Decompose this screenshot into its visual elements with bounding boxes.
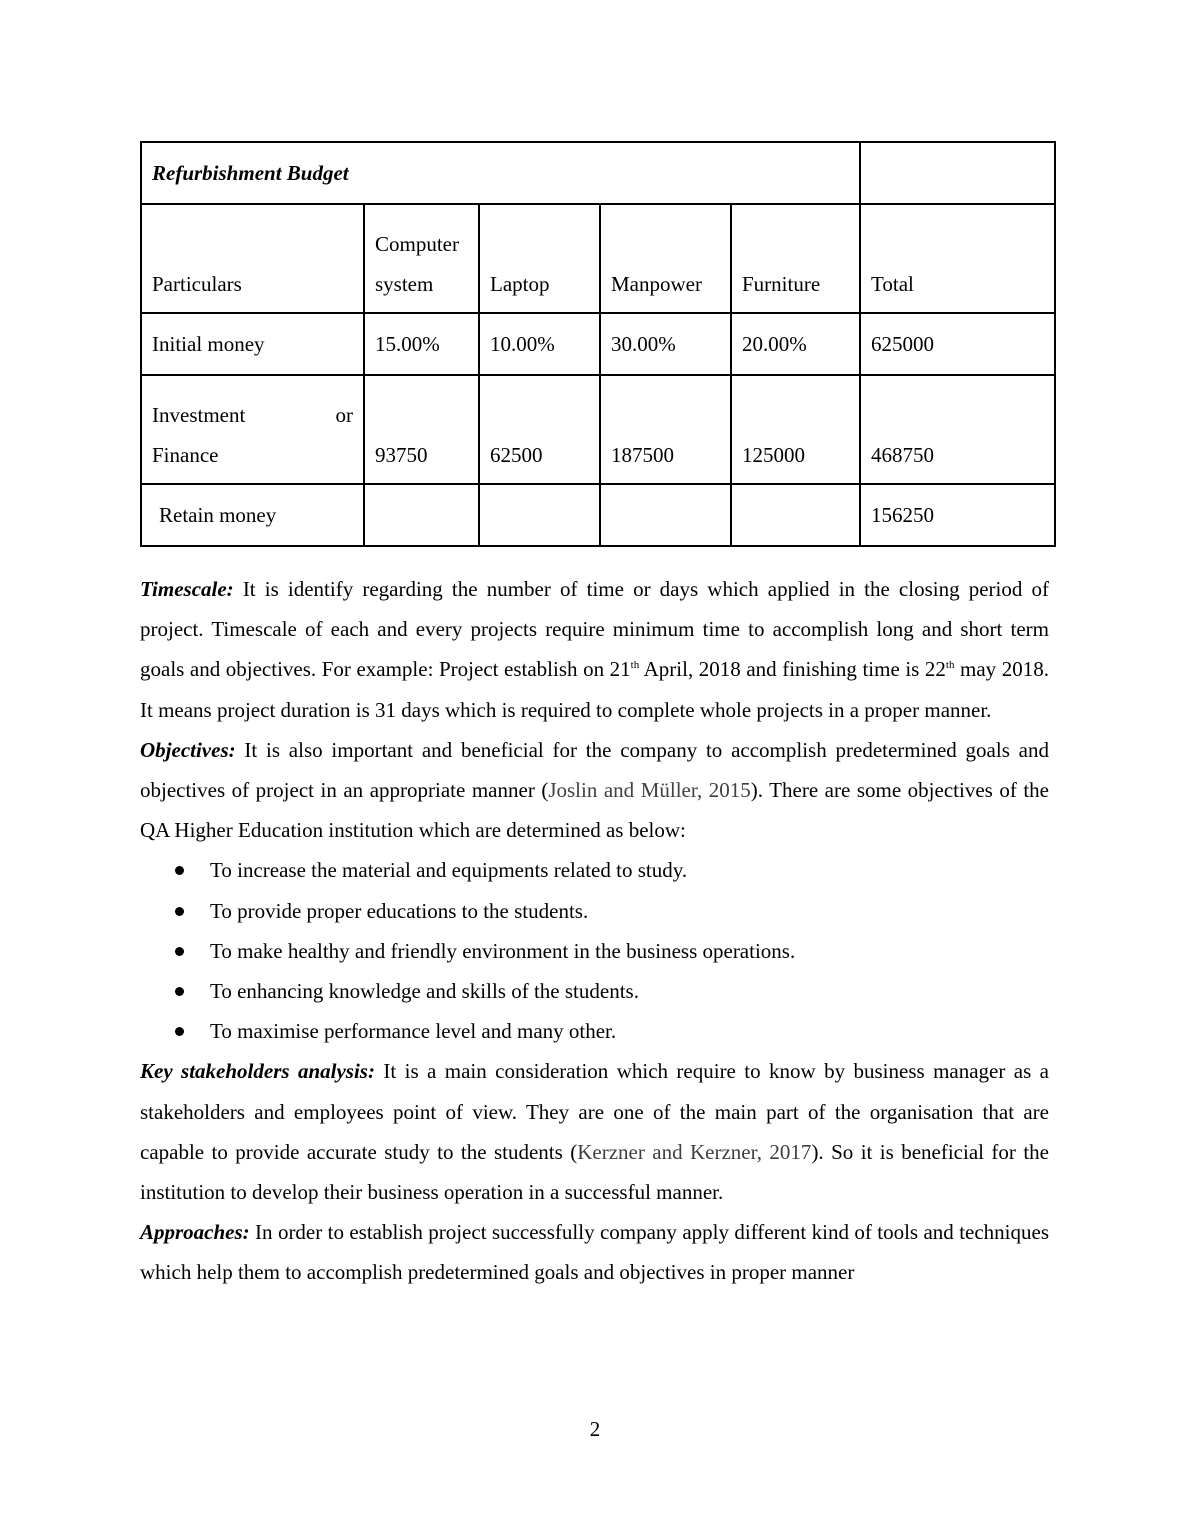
table-title-row bbox=[141, 142, 1055, 204]
bullet-icon bbox=[175, 866, 184, 875]
table-title: Refurbishment Budget bbox=[141, 142, 860, 204]
approaches-paragraph bbox=[140, 1212, 1049, 1292]
page-number: 2 bbox=[589, 1417, 601, 1441]
row-label-line1 bbox=[152, 395, 353, 435]
bullet-icon bbox=[175, 907, 184, 916]
approaches-text-1: In order to establish project successfully company apply different kind of tools and techniques which help them to accomplish predetermined goals and objectives in proper manner bbox=[140, 1220, 1049, 1285]
table-row-investment bbox=[141, 375, 1055, 484]
superscript-th: th bbox=[945, 659, 955, 672]
table-cell-empty bbox=[731, 484, 860, 546]
list-item bbox=[140, 971, 1049, 1011]
approaches-heading: Approaches: bbox=[140, 1220, 250, 1245]
timescale-text-2: April, 2018 and finishing time is 22 bbox=[639, 657, 946, 682]
header-total: Total bbox=[860, 204, 1055, 313]
stakeholders-heading: Key stakeholders analysis: bbox=[140, 1059, 375, 1084]
objectives-paragraph bbox=[140, 730, 1049, 851]
header-particulars: Particulars bbox=[141, 204, 364, 313]
cell-furniture: 20.00% bbox=[731, 313, 860, 375]
header-furniture: Furniture bbox=[731, 204, 860, 313]
cell-computer: 93750 bbox=[364, 375, 479, 484]
table-cell-empty bbox=[600, 484, 731, 546]
timescale-text-3: may 2018. It means project duration is 31 days which is required to complete whole projects in a proper manner. bbox=[140, 657, 1049, 722]
row-label: Initial money bbox=[141, 313, 364, 375]
list-item-text: To make healthy and friendly environment in the business operations. bbox=[210, 938, 796, 963]
list-item-text: To provide proper educations to the students. bbox=[210, 898, 589, 923]
header-computer-line1: Computer bbox=[375, 232, 459, 256]
table-row-initial-money bbox=[141, 313, 1055, 375]
list-item bbox=[140, 931, 1049, 971]
table-cell-empty bbox=[364, 484, 479, 546]
objectives-text-1: It is also important and beneficial for the company to accomplish predetermined goals and objectives of project in an appropriate manner ( bbox=[140, 737, 1049, 803]
list-item bbox=[140, 891, 1049, 931]
list-item-text: To enhancing knowledge and skills of the students. bbox=[210, 979, 639, 1004]
table-row-retain-money bbox=[141, 484, 1055, 546]
header-laptop: Laptop bbox=[479, 204, 600, 313]
timescale-heading: Timescale: bbox=[140, 577, 234, 601]
row-label: Retain money bbox=[141, 484, 364, 546]
cell-total: 156250 bbox=[860, 484, 1055, 546]
timescale-text-1: It is identify regarding the number of time or days which applied in the closing period of project. Timescale of each and every projects require minimum time to accomplish long and short term goals and objectives. For example: Project establish on 21 bbox=[140, 577, 1049, 682]
list-item bbox=[140, 1011, 1049, 1051]
objectives-text-2: ). There are some objectives of the QA Higher Education institution which are determined as below: bbox=[140, 778, 1050, 843]
objectives-citation: Joslin and Müller, 2015 bbox=[548, 778, 751, 803]
cell-manpower: 187500 bbox=[600, 375, 731, 484]
cell-total: 468750 bbox=[860, 375, 1055, 484]
stakeholders-text-1: It is a main consideration which require to know by business manager as a stakeholders and employees point of view. They are one of the main part of the organisation that are capable to provide accurate study to the students ( bbox=[140, 1059, 1049, 1164]
header-computer-system bbox=[364, 204, 479, 313]
cell-total: 625000 bbox=[860, 313, 1055, 375]
header-computer-line2: system bbox=[375, 272, 434, 296]
cell-computer: 15.00% bbox=[364, 313, 479, 375]
header-manpower: Manpower bbox=[600, 204, 731, 313]
table-cell-empty bbox=[860, 142, 1055, 204]
row-label-line2: Finance bbox=[152, 443, 219, 467]
table-cell-empty bbox=[479, 484, 600, 546]
list-item-text: To increase the material and equipments related to study. bbox=[210, 858, 688, 883]
list-item bbox=[140, 850, 1049, 890]
superscript-th: th bbox=[630, 659, 640, 672]
bullet-icon bbox=[175, 947, 184, 956]
cell-furniture: 125000 bbox=[731, 375, 860, 484]
bullet-icon bbox=[175, 1027, 184, 1036]
body-text bbox=[140, 569, 1049, 1293]
objectives-heading: Objectives: bbox=[140, 737, 236, 762]
row-label bbox=[141, 375, 364, 484]
stakeholders-text-2: ). So it is beneficial for the institution to develop their business operation in a successful manner. bbox=[140, 1139, 1049, 1205]
stakeholders-paragraph bbox=[140, 1051, 1049, 1212]
table-header-row bbox=[141, 204, 1055, 313]
row-label-word-or: or bbox=[335, 403, 353, 427]
timescale-paragraph bbox=[140, 569, 1049, 730]
list-item-text: To maximise performance level and many other. bbox=[210, 1019, 617, 1044]
bullet-icon bbox=[175, 987, 184, 996]
row-label-word-investment: Investment bbox=[152, 403, 246, 427]
cell-laptop: 62500 bbox=[479, 375, 600, 484]
objectives-bullet-list bbox=[140, 850, 1049, 1051]
cell-laptop: 10.00% bbox=[479, 313, 600, 375]
stakeholders-citation: Kerzner and Kerzner, 2017 bbox=[577, 1139, 812, 1164]
refurbishment-budget-table bbox=[140, 141, 1056, 547]
cell-manpower: 30.00% bbox=[600, 313, 731, 375]
